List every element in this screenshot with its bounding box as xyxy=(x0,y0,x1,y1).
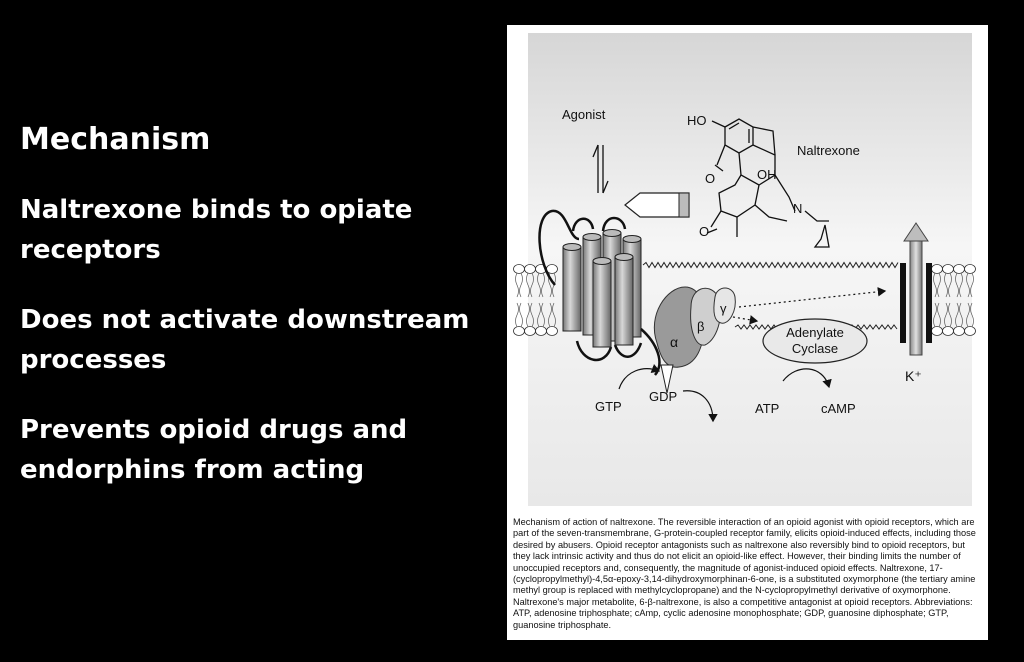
atp-label: ATP xyxy=(755,401,780,416)
mechanism-figure xyxy=(507,25,988,640)
k-plus-label: K⁺ xyxy=(905,368,922,384)
gamma-label: γ xyxy=(720,301,727,316)
ho-label: HO xyxy=(687,113,707,128)
naltrexone-label: Naltrexone xyxy=(797,143,860,158)
antagonist-block-shade xyxy=(679,193,689,217)
bullet-point-2: Does not activate downstream processes xyxy=(20,305,470,375)
slide-text xyxy=(20,120,490,520)
oh-label: OH xyxy=(757,167,777,182)
keto-oxygen-label: O xyxy=(699,224,710,239)
adenylate-label: Adenylate xyxy=(786,325,844,340)
cyclase-label: Cyclase xyxy=(791,341,839,356)
beta-label: β xyxy=(697,319,705,334)
alpha-label: α xyxy=(670,334,679,350)
nitrogen-label: N xyxy=(793,201,803,216)
gdp-label: GDP xyxy=(649,389,678,404)
bullet-point-1: Naltrexone binds to opiate receptors xyxy=(20,195,413,265)
ring-oxygen-label: O xyxy=(705,171,716,186)
bullet-point-3: Prevents opioid drugs and endorphins from acting xyxy=(20,415,408,485)
mechanism-diagram xyxy=(507,25,988,515)
slide-title: Mechanism xyxy=(20,122,211,157)
agonist-label: Agonist xyxy=(562,107,606,122)
gtp-label: GTP xyxy=(595,399,622,414)
camp-label: cAMP xyxy=(821,401,856,416)
figure-caption: Mechanism of action of naltrexone. The reversible interaction of an opioid agonist with opioid receptors, which are part of the seven-transmembrane, G-protein-coupled receptor family, elicits opioid-induced effects, including those desired by abusers. Opioid receptor antagonists such as naltrexone also reversibly bind to opioid receptors, but they lack intrinsic activity and thus do not elicit an opioid-like effect. However, their binding limits the number of unoccupied receptors and, consequently, the magnitude of agonist-induced opioid effects. Naltrexone, 17-(cyclopropylmethyl)-4,5α-epoxy-3,14-dihydroxymorphinan-6-one, is a substituted oxymorphone (the tertiary amine methyl group is replaced with methylcyclopropane) and the N-cyclopropylmethyl derivative of oxymorphone. Naltrexone's major metabolite, 6-β-naltrexone, is also a competitive antagonist at opioid receptors. Abbreviations: ATP, adenosine triphosphate; cAmp, cyclic adenosine monophosphate; GDP, guanosine diphosphate; GTP, guanosine triphosphate. xyxy=(513,517,976,630)
